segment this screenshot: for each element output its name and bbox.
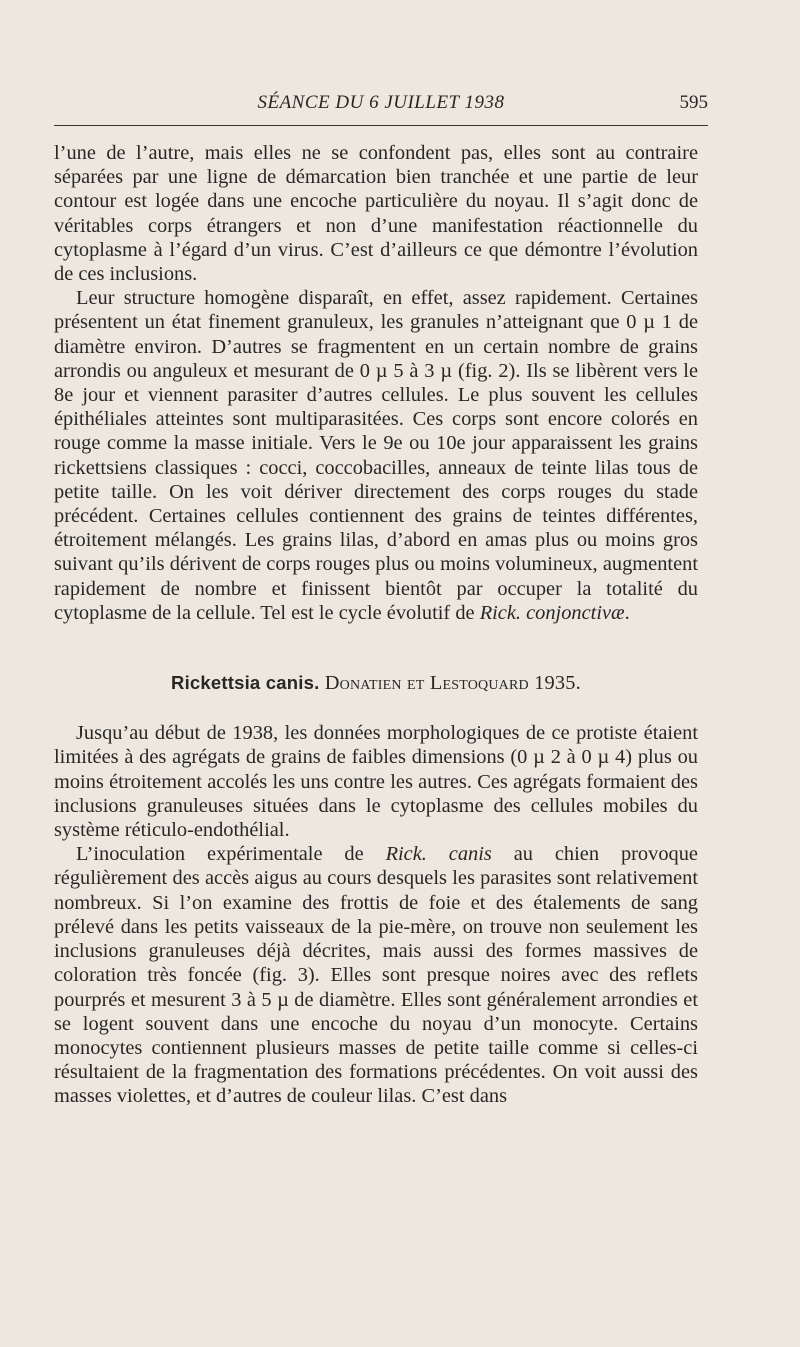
section-genus: Rickettsia canis. (171, 672, 320, 694)
species-name: Rick. conjonctivæ (479, 601, 625, 624)
paragraph-continued: l’une de l’autre, mais elles ne se confondent pas, elles sont au contraire séparées par une ligne de démarcation bien tranchée et une partie de leur contour est logée dans une encoche particulière du noyau. Il s’agit donc de véritables corps étrangers et non d’une manifestation réactionnelle du cytoplasme à l’égard d’un virus. C’est d’ailleurs ce que démontre l’évolution de ces inclusions. (54, 142, 698, 286)
paragraph-inoculation (54, 842, 698, 1108)
paragraph-text: au chien provoque régulièrement des accès aigus au cours desquels les parasites sont relativement nombreux. Si l’on examine des frottis de foie et des étalements de sang prélevé dans les petits vaisseaux de la pie-mère, on trouve non seulement les inclusions granuleuses déjà décrites, mais aussi des formes massives de coloration très foncée (fig. 3). Elles sont presque noires avec des reflets pourprés et mesurent 3 à 5 µ de diamètre. Elles sont généralement arrondies et se logent souvent dans une encoche du noyau d’un monocyte. Certains monocytes contiennent plusieurs masses de petite taille comme si celles-ci résultaient de la fragmentation des formations précédentes. On voit aussi des masses violettes, et d’autres de couleur lilas. C’est dans (54, 843, 698, 1108)
section-heading (54, 671, 698, 695)
paragraph-evolution (54, 286, 698, 625)
paragraph-end: . (624, 601, 630, 624)
species-name: Rick. canis (385, 843, 492, 866)
page-number: 595 (679, 92, 708, 113)
running-title: SÉANCE DU 6 JUILLET 1938 (257, 92, 505, 113)
paragraph-morphology: Jusqu’au début de 1938, les données morphologiques de ce protiste étaient limitées à des agrégats de grains de faibles dimensions (0 µ 2 à 0 µ 4) plus ou moins étroitement accolés les uns contre les autres. Ces agrégats formaient des inclusions granuleuses situées dans le cytoplasme des cellules mobiles du système réticulo-endothélial. (54, 722, 698, 842)
running-head (54, 92, 708, 122)
paragraph-start: L’inoculation expérimentale de (76, 843, 364, 866)
header-rule (54, 125, 708, 126)
section-authors: Donatien et Lestoquard 1935. (324, 672, 581, 695)
paragraph-text: Leur structure homogène disparaît, en effet, assez rapidement. Certaines présentent un état finement granuleux, les granules n’atteignant que 0 µ 1 de diamètre environ. D’autres se fragmentent en un certain nombre de grains arrondis ou anguleux et mesurant de 0 µ 5 à 3 µ (fig. 2). Ils se libèrent vers le 8e jour et viennent parasiter d’autres cellules. Le plus souvent les cellules épithéliales atteintes sont multiparasitées. Ces corps sont encore colorés en rouge comme la masse initiale. Vers le 9e ou 10e jour apparaissent les grains rickettsiens classiques : cocci, coccobacilles, anneaux de teinte lilas tous de petite taille. On les voit dériver directement des corps rouges du stade précédent. Certaines cellules contiennent des grains de teintes différentes, étroitement mélangés. Les grains lilas, d’abord en amas plus ou moins gros suivant qu’ils dérivent de corps rouges plus ou moins volumineux, augmentent rapidement de nombre et finissent bientôt par occuper la totalité du cytoplasme de la cellule. Tel est le cycle évolutif de (54, 287, 698, 624)
body-text (54, 141, 698, 1109)
